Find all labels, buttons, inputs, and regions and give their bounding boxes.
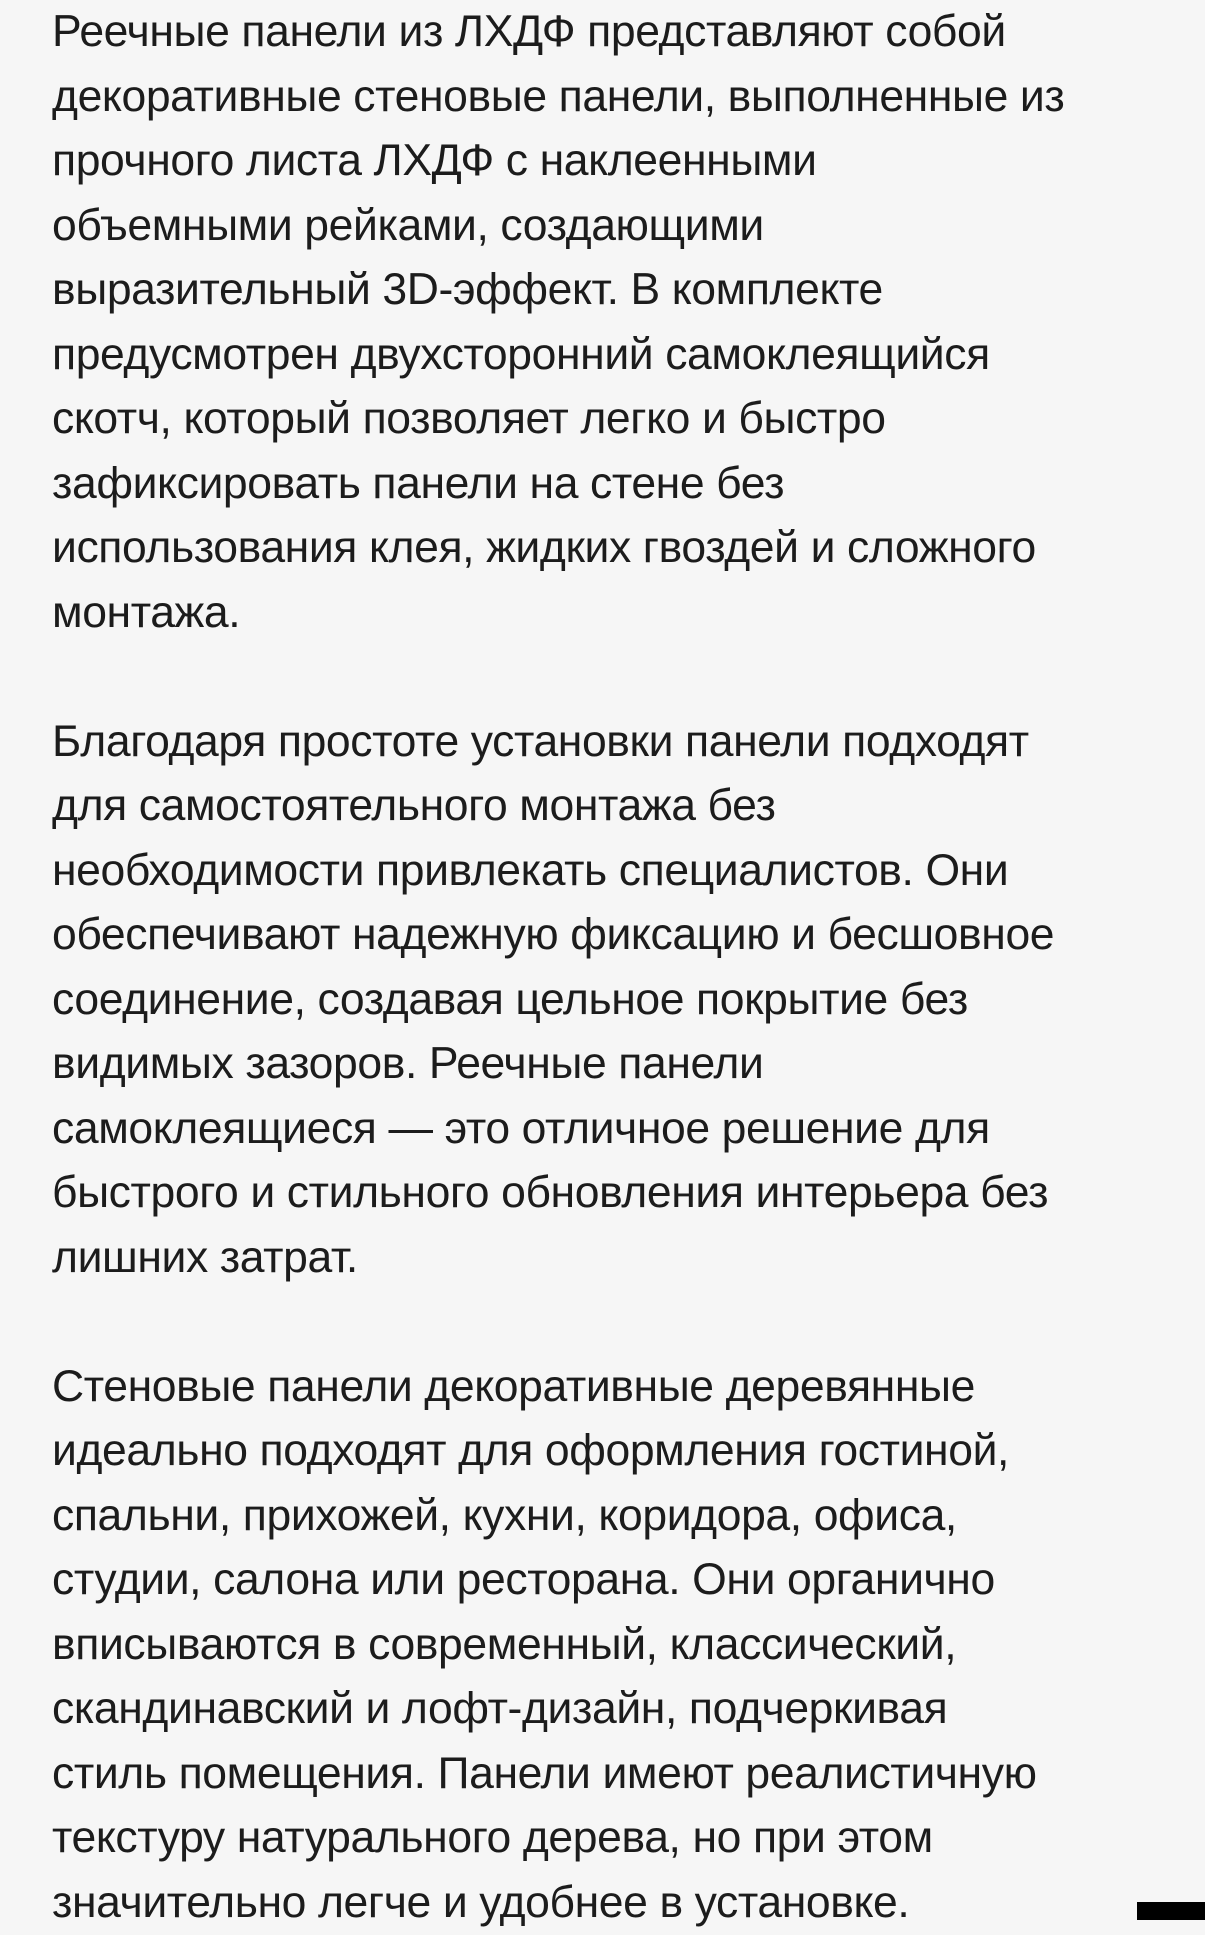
text-line: для самостоятельного монтажа без [52,774,1172,839]
text-line: лишних затрат. [52,1226,1172,1291]
text-line: предусмотрен двухсторонний самоклеящийся [52,323,1172,388]
text-line: Реечные панели из ЛХДФ представляют собой [52,0,1172,65]
description-text [52,0,1172,1935]
text-line: Стеновые панели декоративные деревянные [52,1355,1172,1420]
text-line: Благодаря простоте установки панели подходят [52,710,1172,775]
text-line: декоративные стеновые панели, выполненные из [52,65,1172,130]
text-line: быстрого и стильного обновления интерьера без [52,1161,1172,1226]
text-line: объемными рейками, создающими [52,194,1172,259]
paragraph-1 [52,0,1172,645]
text-line: студии, салона или ресторана. Они органично [52,1548,1172,1613]
paragraph-3 [52,1355,1172,1935]
text-line: самоклеящиеся — это отличное решение для [52,1097,1172,1162]
text-line: текстуру натурального дерева, но при этом [52,1806,1172,1871]
paragraph-2 [52,710,1172,1291]
paragraph-spacer [52,645,1172,710]
text-line: значительно легче и удобнее в установке. [52,1871,1172,1935]
text-line: идеально подходят для оформления гостиной, [52,1419,1172,1484]
paragraph-spacer [52,1290,1172,1355]
text-line: вписываются в современный, классический, [52,1613,1172,1678]
text-line: видимых зазоров. Реечные панели [52,1032,1172,1097]
text-line: прочного листа ЛХДФ с наклеенными [52,129,1172,194]
text-line: скандинавский и лофт-дизайн, подчеркивая [52,1677,1172,1742]
corner-overlay-mark [1137,1902,1205,1920]
text-line: обеспечивают надежную фиксацию и бесшовное [52,903,1172,968]
text-line: скотч, который позволяет легко и быстро [52,387,1172,452]
text-line: выразительный 3D-эффект. В комплекте [52,258,1172,323]
text-line: монтажа. [52,581,1172,646]
text-line: соединение, создавая цельное покрытие без [52,968,1172,1033]
text-line: спальни, прихожей, кухни, коридора, офиса, [52,1484,1172,1549]
text-line: необходимости привлекать специалистов. Они [52,839,1172,904]
text-line: стиль помещения. Панели имеют реалистичную [52,1742,1172,1807]
text-line: использования клея, жидких гвоздей и сложного [52,516,1172,581]
text-line: зафиксировать панели на стене без [52,452,1172,517]
